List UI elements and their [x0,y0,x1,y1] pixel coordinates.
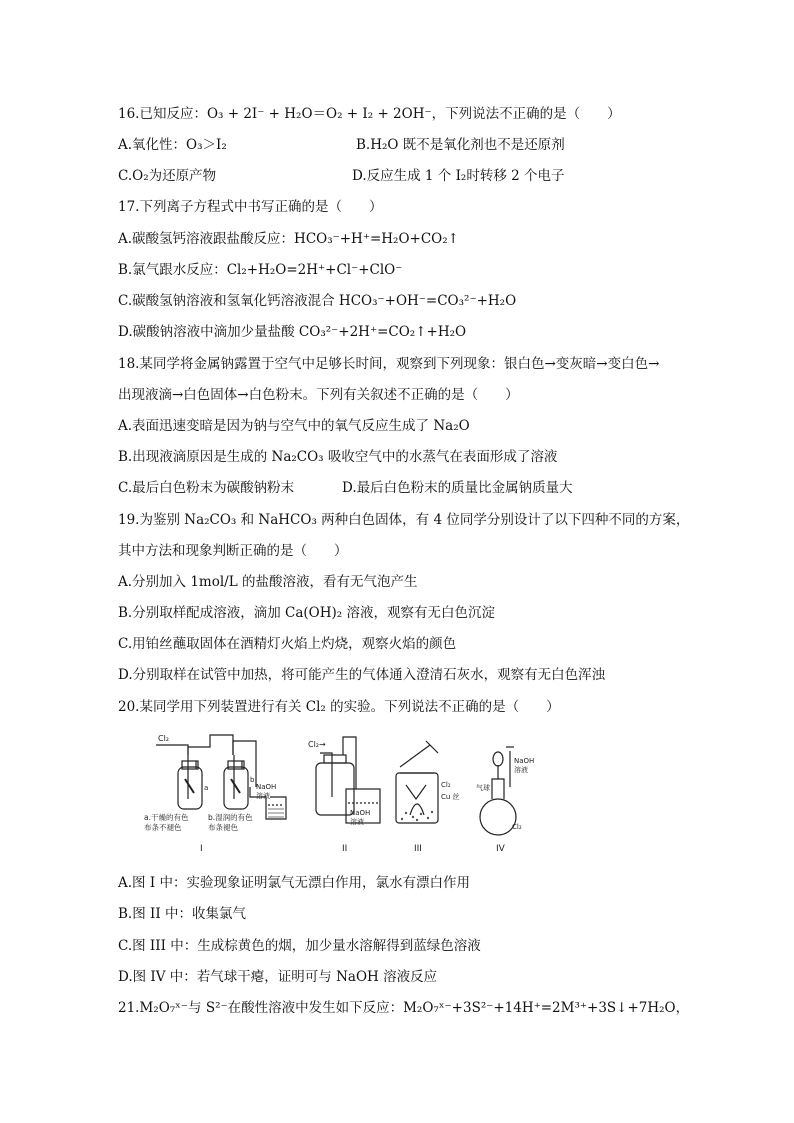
cl2-apparatus-figure [138,727,538,857]
q19-stem-line1: 19.为鉴别 Na₂CO₃ 和 NaHCO₃ 两种白色固体，有 4 位同学分别设计了以下四种不同的方案， [118,512,690,528]
fig-naoh-2-line2: 溶液 [350,818,364,826]
fig-balloon-label: 气球 [476,784,490,792]
q17-stem: 17.下列离子方程式中书写正确的是（ ） [118,199,383,215]
q20-option-c: C.图 III 中：生成棕黄色的烟，加少量水溶解得到蓝绿色溶液 [118,938,481,954]
fig-naoh-4-line1: NaOH [514,757,535,765]
q18-option-b: B.出现液滴原因是生成的 Na₂CO₃ 吸收空气中的水蒸气在表面形成了溶液 [118,449,558,465]
q19-stem-line2: 其中方法和现象判断正确的是（ ） [118,543,348,559]
fig-number-2: II [342,844,348,854]
fig-caption-b-line2: 布条褪色 [208,823,238,832]
fig-naoh-1-line2: 溶液 [256,792,270,800]
apparatus-1 [156,735,286,819]
apparatus-3-fill [401,811,433,821]
fig-naoh-4-line2: 溶液 [514,766,528,774]
fig-number-3: III [414,844,422,854]
q16-stem: 16.已知反应：O₃ + 2I⁻ + H₂O＝O₂ + I₂ + 2OH⁻，下列说法不正确的是（ ） [118,106,621,122]
q18-option-c: C.最后白色粉末为碳酸钠粉末 [118,480,295,496]
fig-number-1: I [200,844,203,854]
q20-stem: 20.某同学用下列装置进行有关 Cl₂ 的实验。下列说法不正确的是（ ） [118,699,560,715]
q20-option-d: D.图 IV 中：若气球干瘪，证明可与 NaOH 溶液反应 [118,969,438,985]
q19-option-c: C.用铂丝蘸取固体在酒精灯火焰上灼烧，观察火焰的颜色 [118,636,457,652]
fig-caption-b-line1: b.湿润的有色 [208,813,253,822]
fig-cl2-label-4: Cl₂ [512,823,522,831]
q16-option-a: A.氧化性：O₃＞I₂ [118,137,227,153]
q17-option-c: C.碳酸氢钠溶液和氢氧化钙溶液混合 HCO₃⁻+OH⁻=CO₃²⁻+H₂O [118,293,517,309]
q17-option-a: A.碳酸氢钙溶液跟盐酸反应：HCO₃⁻+H⁺=H₂O+CO₂↑ [118,231,459,247]
q18-stem-line1: 18.某同学将金属钠露置于空气中足够长时间，观察到下列现象：银白色→变灰暗→变白色→ [118,356,660,372]
q16-option-d: D.反应生成 1 个 I₂时转移 2 个电子 [352,168,565,184]
fig-naoh-2-line1: NaOH [350,809,371,817]
q19-option-a: A.分别加入 1mol/L 的盐酸溶液，看有无气泡产生 [118,574,418,590]
q18-option-a: A.表面迅速变暗是因为钠与空气中的氧气反应生成了 Na₂O [118,418,470,434]
fig-cl2-arrow-label: Cl₂→ [308,740,326,749]
q20-option-b: B.图 II 中：收集氯气 [118,906,246,922]
q19-option-d: D.分别取样在试管中加热，将可能产生的气体通入澄清石灰水，观察有无白色浑浊 [118,667,606,683]
q18-stem-line2: 出现液滴→白色固体→白色粉末。下列有关叙述不正确的是（ ） [118,387,519,403]
apparatus-2 [316,737,380,823]
q16-option-b: B.H₂O 既不是氧化剂也不是还原剂 [356,137,565,153]
fig-label-a: a [204,784,209,792]
fig-cl2-label-1: Cl₂ [158,734,170,743]
q17-option-d: D.碳酸钠溶液中滴加少量盐酸 CO₃²⁻+2H⁺=CO₂↑+H₂O [118,324,467,340]
q17-option-b: B.氯气跟水反应：Cl₂+H₂O=2H⁺+Cl⁻+ClO⁻ [118,262,403,278]
fig-caption-a-line2: 布条不褪色 [144,823,182,832]
q21-stem: 21.M₂O₇ˣ⁻与 S²⁻在酸性溶液中发生如下反应：M₂O₇ˣ⁻+3S²⁻+14H⁺=2M³⁺+3S↓+7H₂O， [118,1000,690,1016]
q20-option-a: A.图 I 中：实验现象证明氯气无漂白作用，氯水有漂白作用 [118,875,470,891]
fig-naoh-1-line1: NaOH [256,783,277,791]
fig-caption-a-line1: a.干燥的有色 [144,813,189,822]
q18-option-d: D.最后白色粉末的质量比金属钠质量大 [342,480,573,496]
fig-cl2-label-3: Cl₂ [441,781,451,789]
fig-number-4: IV [496,844,505,854]
fig-cu-wire-label: Cu 丝 [441,793,460,801]
apparatus-1-hatch [268,809,284,817]
q19-option-b: B.分别取样配成溶液，滴加 Ca(OH)₂ 溶液，观察有无白色沉淀 [118,605,495,621]
fig-label-b: b [250,776,255,784]
apparatus-3 [396,741,438,823]
q16-option-c: C.O₂为还原产物 [118,168,217,184]
